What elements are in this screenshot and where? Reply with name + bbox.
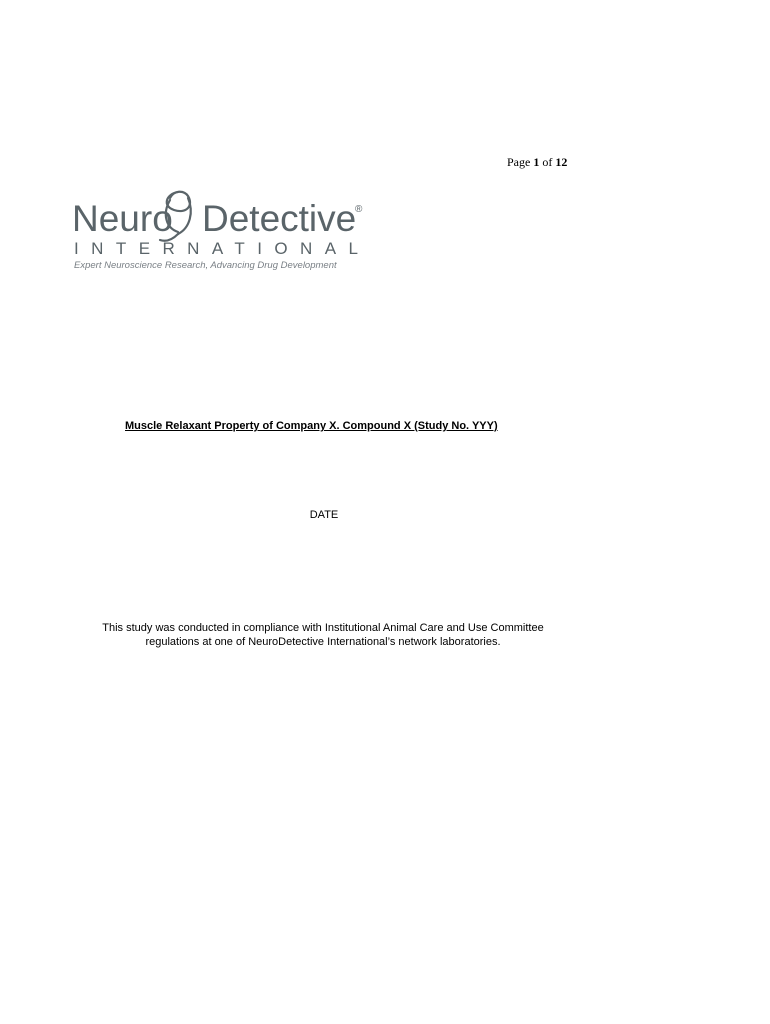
page-of: of xyxy=(542,155,553,169)
compliance-statement xyxy=(60,621,586,649)
study-title: Muscle Relaxant Property of Company X. Compound X (Study No. YYY) xyxy=(125,420,498,432)
neurodetective-logo xyxy=(70,188,370,274)
logo-tagline: Expert Neuroscience Research, Advancing Drug Development xyxy=(74,260,337,271)
date-label: DATE xyxy=(309,509,339,521)
logo-word-neuro: Neuro xyxy=(72,198,173,239)
logo-word-detective: Detective xyxy=(202,198,357,239)
page-prefix: Page xyxy=(507,155,531,169)
logo-graphic xyxy=(70,188,370,274)
page-number xyxy=(507,155,567,170)
compliance-line-1: This study was conducted in compliance with Institutional Animal Care and Use Committee xyxy=(102,622,544,634)
logo-subtitle: INTERNATIONAL xyxy=(74,239,358,258)
registered-mark: ® xyxy=(355,204,363,215)
page-current: 1 xyxy=(533,155,540,169)
compliance-line-2: regulations at one of NeuroDetective International’s network laboratories. xyxy=(145,636,501,648)
page-total: 12 xyxy=(555,155,568,169)
